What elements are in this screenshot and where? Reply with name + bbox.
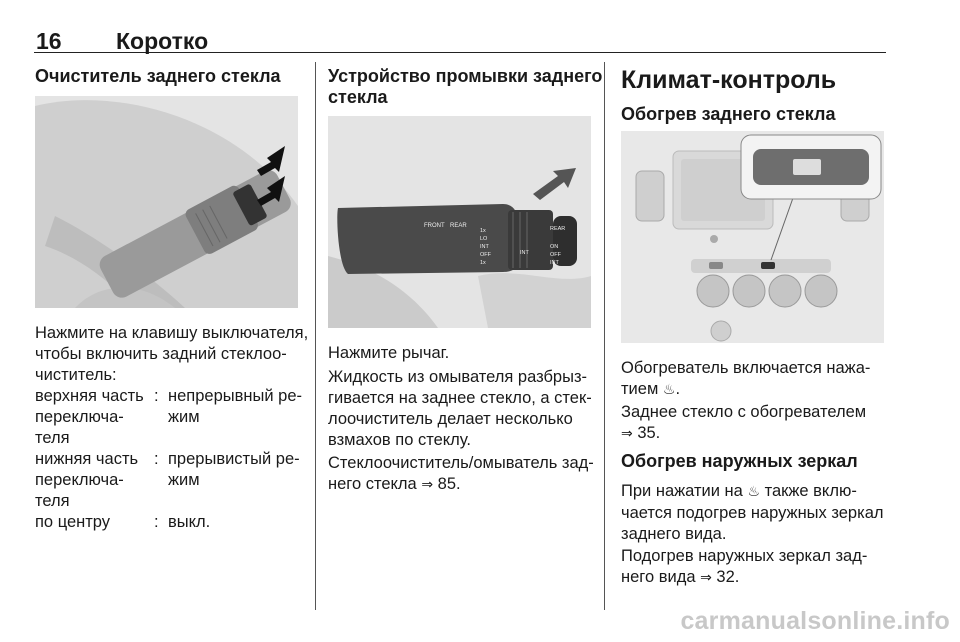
list-item-colon: :	[154, 513, 159, 531]
column-divider	[315, 62, 316, 610]
lever-position-label: INT	[550, 260, 559, 266]
lever-position-label: ON	[550, 244, 559, 250]
page-reference-icon: ⇒	[700, 570, 712, 586]
lever-label-rear: REAR	[450, 223, 467, 229]
page-reference-icon: ⇒	[621, 426, 633, 442]
lever-position-label: REAR	[550, 226, 566, 232]
lever-position-label: 1x	[480, 228, 486, 234]
lever-position-label: 1x	[480, 260, 486, 266]
rear-wiper-heading: Очиститель заднего стекла	[35, 66, 281, 86]
page-reference-link[interactable]: 32.	[716, 568, 740, 586]
page-reference-link[interactable]: 35.	[637, 424, 661, 442]
list-item-term: по центру	[35, 513, 111, 531]
page-title: Коротко	[116, 28, 209, 54]
wiper-lever-illustration	[328, 116, 591, 328]
watermark: carmanualsonline.info	[680, 607, 950, 635]
rear-heating-description: Обогреватель включается нажа- тием ♨.	[621, 359, 871, 398]
list-item-colon: :	[154, 387, 159, 405]
mirror-heating-description: При нажатии на ♨ также вклю- чается подогрев наружных зеркал заднего вида.	[621, 482, 884, 543]
climate-panel-illustration	[621, 131, 884, 343]
lever-position-label: LO	[480, 236, 488, 242]
washer-description: Жидкость из омывателя разбрыз- гивается на заднее стекло, а стек- лоочиститель делает несколько взмахов по стеклу.	[328, 368, 592, 449]
climate-control-heading: Климат-контроль	[621, 66, 837, 94]
lever-label-front: FRONT	[424, 223, 445, 229]
list-item-description: непрерывный ре- жим	[168, 387, 302, 426]
mirror-heating-reference: Подогрев наружных зеркал зад- него вида ⇒ 32.	[621, 547, 868, 586]
list-item-description: выкл.	[168, 513, 211, 531]
lever-position-label: OFF	[480, 252, 491, 258]
press-lever-text: Нажмите рычаг.	[328, 344, 450, 362]
wiper-switch-illustration	[35, 96, 298, 308]
lever-position-label: INT	[480, 244, 489, 250]
lever-int-label: INT	[520, 250, 529, 256]
mirror-heating-heading: Обогрев наружных зеркал	[621, 451, 858, 471]
list-item-description: прерывистый ре- жим	[168, 450, 300, 489]
rear-window-heating-icon: ♨	[662, 382, 676, 398]
page-reference-link[interactable]: 85.	[437, 475, 461, 493]
rear-washer-heading: Устройство промывки заднего стекла	[328, 66, 603, 107]
rear-heating-reference: Заднее стекло с обогревателем ⇒ 35.	[621, 403, 867, 442]
rear-window-heating-icon: ♨	[747, 484, 760, 500]
rear-window-heating-heading: Обогрев заднего стекла	[621, 104, 836, 124]
column-divider	[604, 62, 605, 610]
washer-reference: Стеклоочиститель/омыватель зад- него стекла ⇒ 85.	[328, 454, 594, 493]
list-item-colon: :	[154, 450, 159, 468]
rear-wiper-intro: Нажмите на клавишу выключателя, чтобы включить задний стеклоо- чиститель:	[35, 324, 309, 384]
lever-position-label: OFF	[550, 252, 561, 258]
page-number: 16	[36, 28, 62, 54]
list-item-term: нижняя часть переключа- теля	[35, 450, 139, 510]
page-reference-icon: ⇒	[421, 477, 434, 493]
list-item-term: верхняя часть переключа- теля	[35, 387, 144, 447]
page-header	[34, 24, 886, 53]
